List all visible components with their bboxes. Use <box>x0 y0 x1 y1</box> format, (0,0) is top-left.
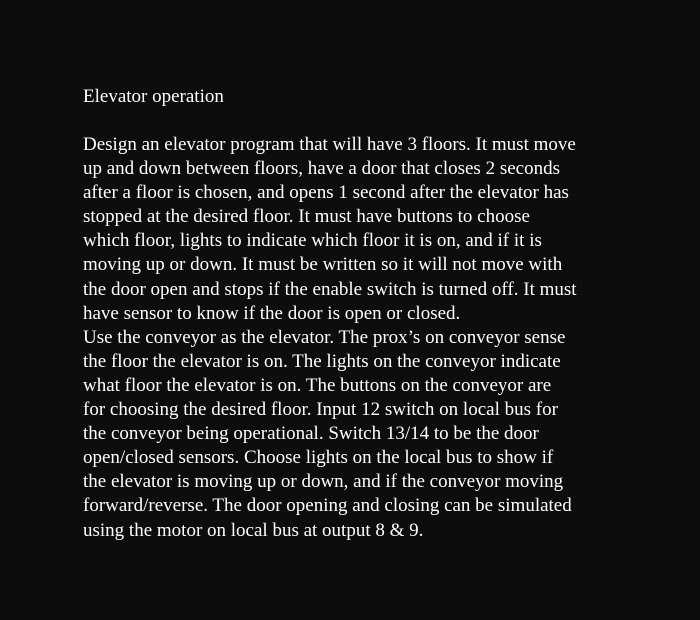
document-title: Elevator operation <box>83 86 224 107</box>
body-line: which floor, lights to indicate which floor it is on, and if it is <box>83 230 542 252</box>
body-line: Design an elevator program that will have 3 floors. It must move <box>83 134 576 155</box>
body-line: the door open and stops if the enable switch is turned off. It must <box>83 278 577 300</box>
body-line: Use the conveyor as the elevator. The prox’s on conveyor sense <box>83 326 566 348</box>
body-line: the conveyor being operational. Switch 13/14 to be the door <box>83 423 539 445</box>
body-line: the elevator is moving up or down, and if the conveyor moving <box>83 471 564 493</box>
document-body <box>83 133 643 543</box>
body-line: using the motor on local bus at output 8 & 9. <box>83 519 424 541</box>
body-line: for choosing the desired floor. Input 12 switch on local bus for <box>83 399 558 421</box>
body-line: stopped at the desired floor. It must have buttons to choose <box>83 206 530 228</box>
body-line: the floor the elevator is on. The lights on the conveyor indicate <box>83 350 561 372</box>
body-line: forward/reverse. The door opening and closing can be simulated <box>83 495 572 517</box>
body-line: have sensor to know if the door is open or closed. <box>83 302 461 324</box>
body-line: after a floor is chosen, and opens 1 second after the elevator has <box>83 182 569 204</box>
body-line: what floor the elevator is on. The buttons on the conveyor are <box>83 374 552 396</box>
body-line: up and down between floors, have a door that closes 2 seconds <box>83 158 560 180</box>
body-line: open/closed sensors. Choose lights on the local bus to show if <box>83 447 554 469</box>
body-line: moving up or down. It must be written so it will not move with <box>83 254 563 276</box>
